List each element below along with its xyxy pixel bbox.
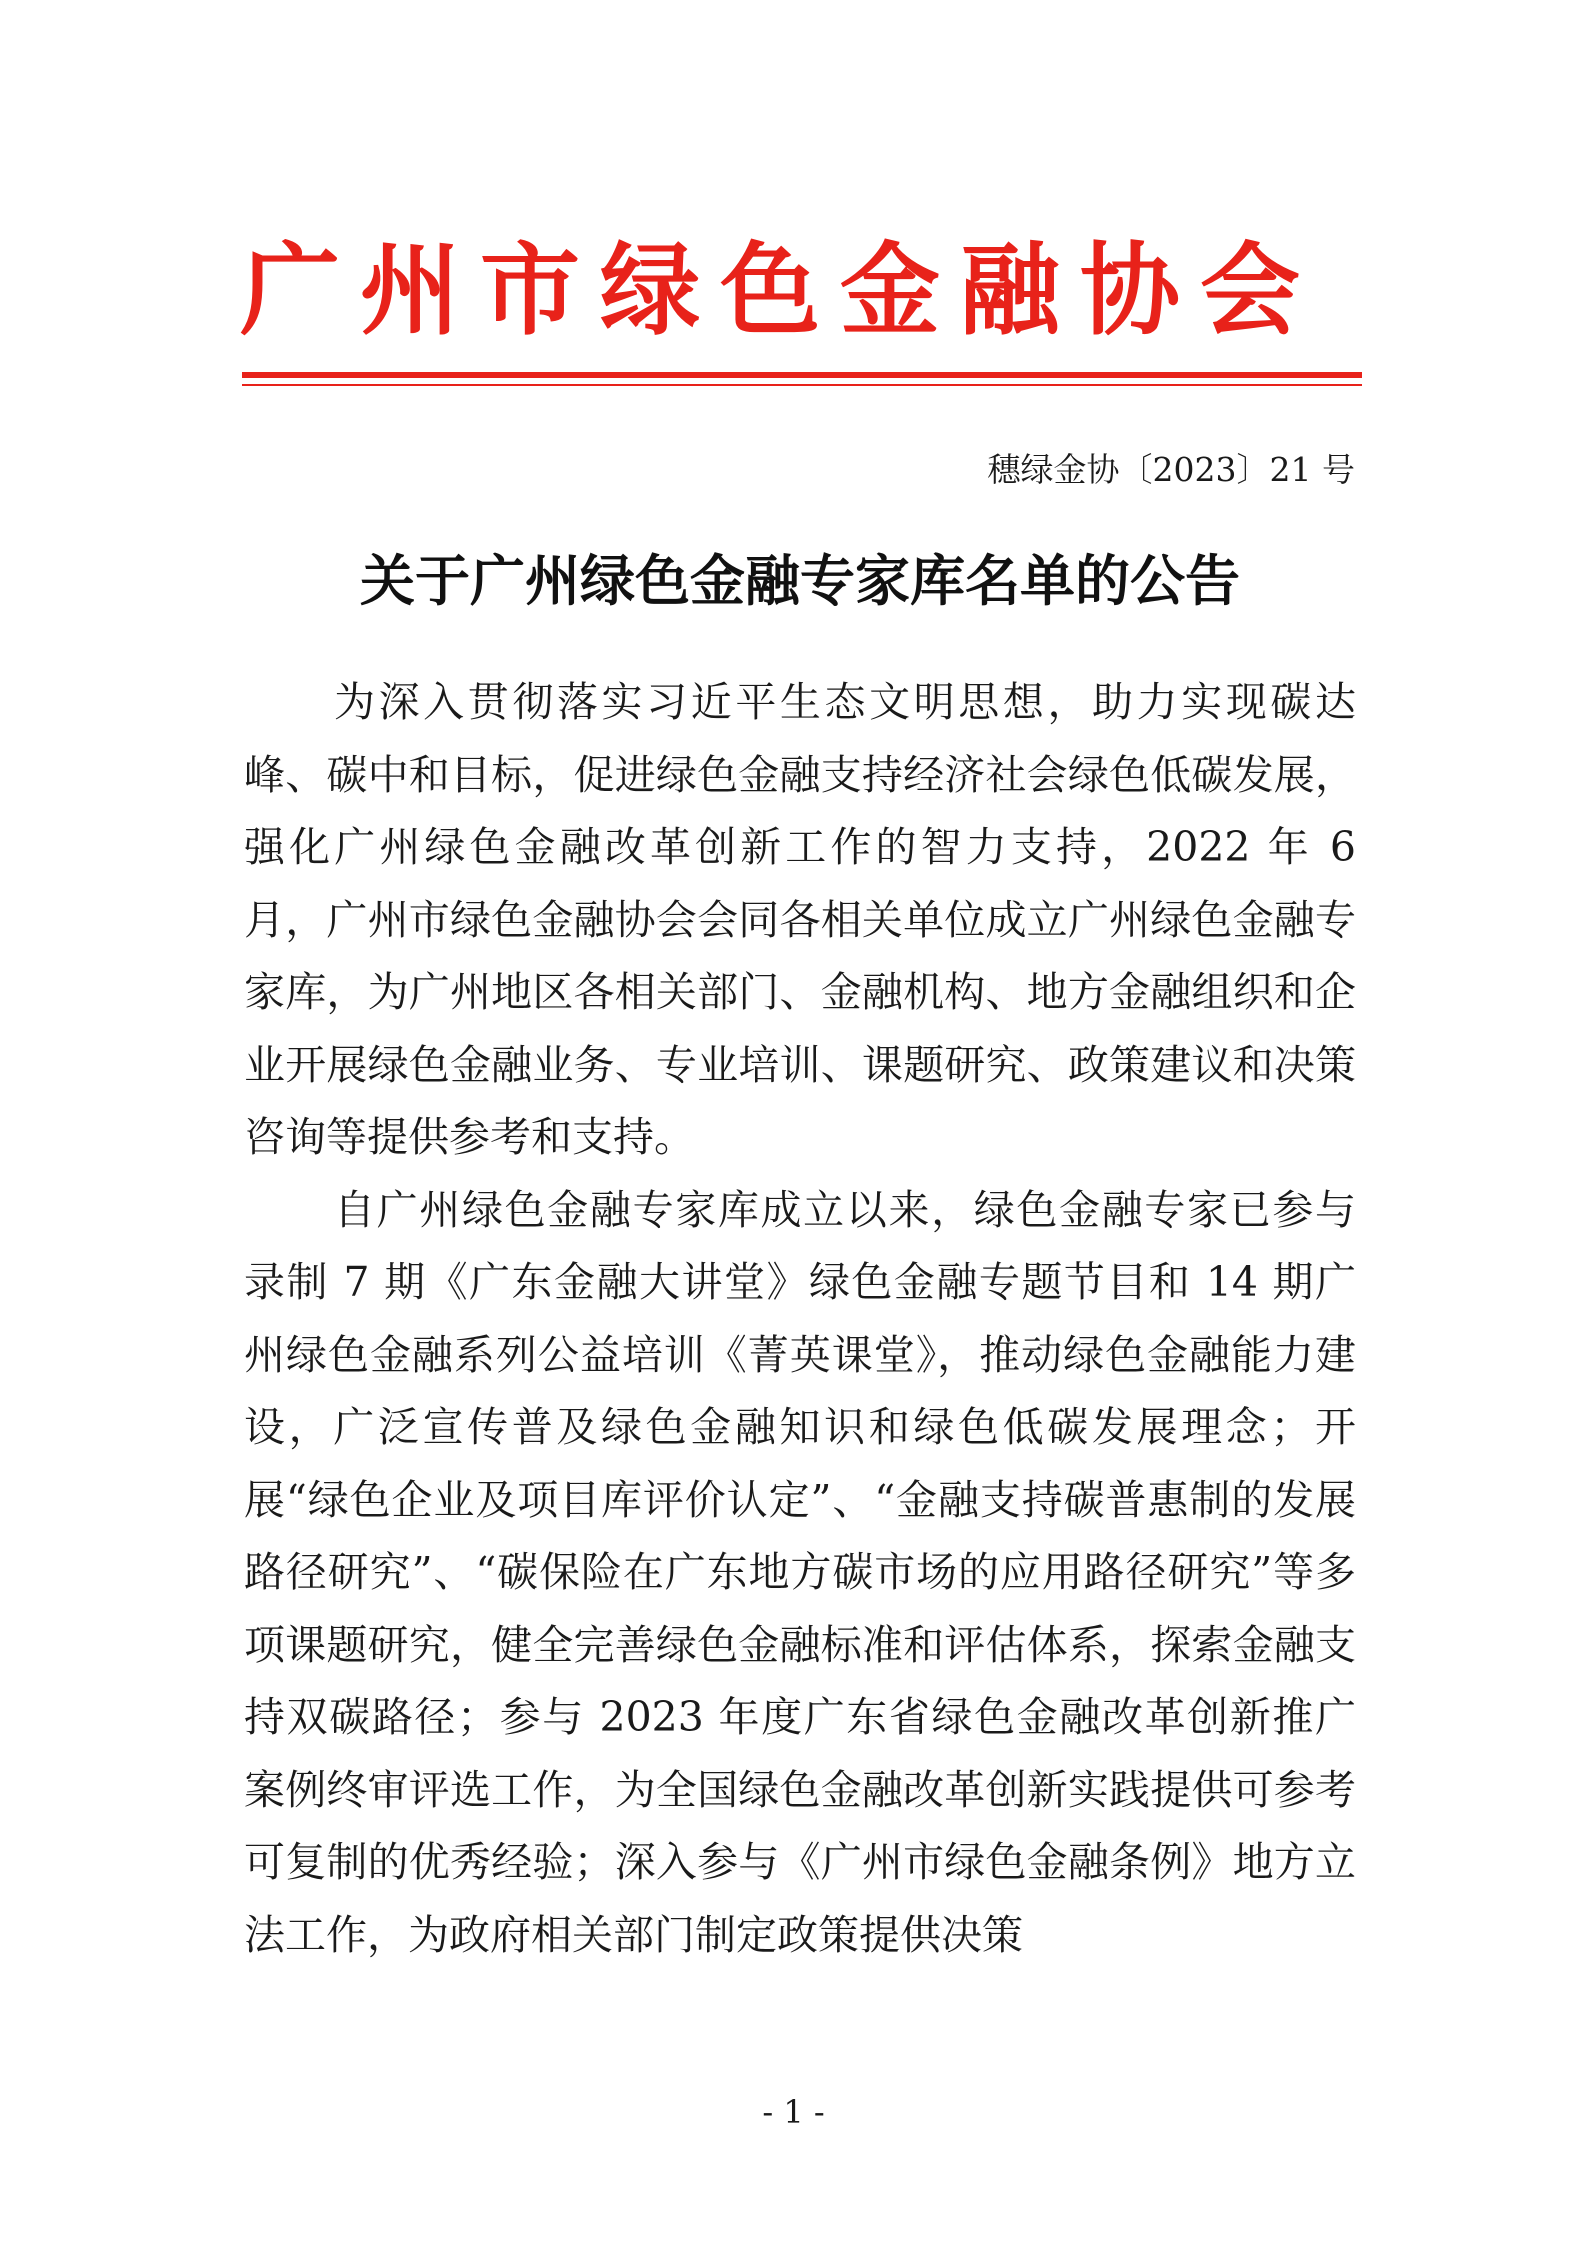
document-body	[244, 666, 1356, 1971]
letterhead-rule-thick	[242, 372, 1362, 378]
organization-letterhead: 广州市绿色金融协会	[240, 231, 1320, 349]
page-number: - 1 -	[762, 2093, 825, 2131]
body-paragraph: 为深入贯彻落实习近平生态文明思想，助力实现碳达峰、碳中和目标，促进绿色金融支持经济社会绿色低碳发展，强化广州绿色金融改革创新工作的智力支持，2022 年 6 月，广州市绿色金融协会会同各相关单位成立广州绿色金融专家库，为广州地区各相关部门、金融机构、地方金融组织和企业开展绿色金融业务、专业培训、课题研究、政策建议和决策咨询等提供参考和支持。	[244, 678, 1356, 1161]
letterhead-rule-thin	[242, 384, 1362, 386]
body-paragraph: 自广州绿色金融专家库成立以来，绿色金融专家已参与录制 7 期《广东金融大讲堂》绿色金融专题节目和 14 期广州绿色金融系列公益培训《菁英课堂》，推动绿色金融能力建设，广泛宣传普及绿色金融知识和绿色低碳发展理念；开展“绿色企业及项目库评价认定”、“金融支持碳普惠制的发展路径研究”、“碳保险在广东地方碳市场的应用路径研究”等多项课题研究，健全完善绿色金融标准和评估体系，探索金融支持双碳路径；参与 2023 年度广东省绿色金融改革创新推广案例终审评选工作，为全国绿色金融改革创新实践提供可参考可复制的优秀经验；深入参与《广州市绿色金融条例》地方立法工作，为政府相关部门制定政策提供决策	[244, 1185, 1356, 1959]
document-title: 关于广州绿色金融专家库名单的公告	[359, 549, 1240, 613]
document-number: 穗绿金协〔2023〕21 号	[987, 450, 1355, 489]
